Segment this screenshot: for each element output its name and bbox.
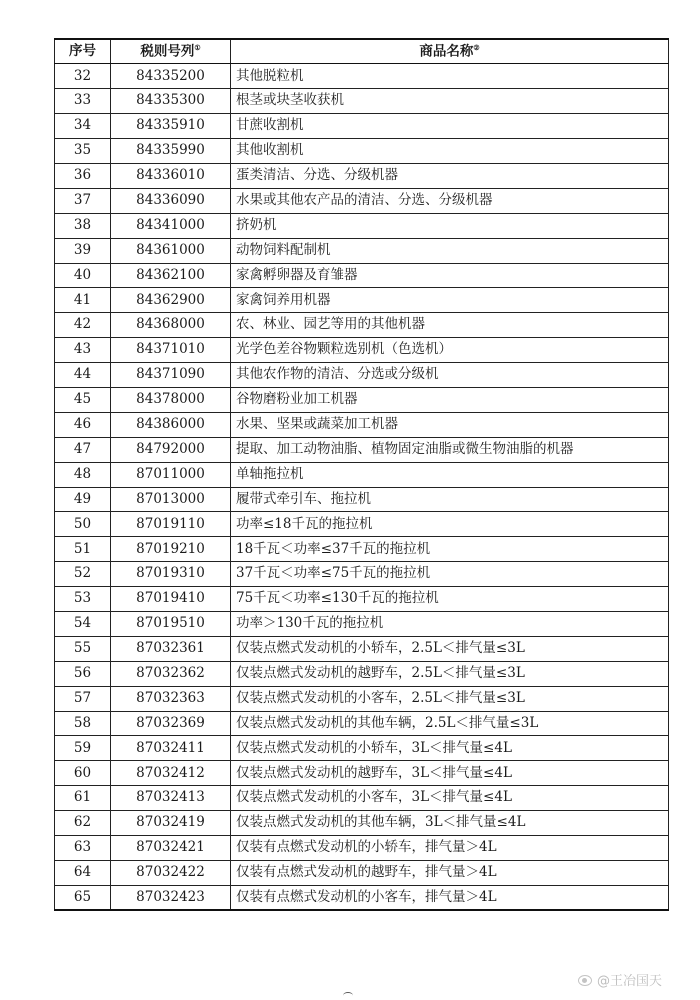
product-name-cell: 仅装点燃式发动机的其他车辆，2.5L＜排气量≤3L bbox=[231, 711, 669, 736]
table-row bbox=[55, 761, 669, 786]
product-name-cell: 其他收割机 bbox=[231, 139, 669, 164]
serial-number-cell: 65 bbox=[55, 885, 111, 910]
product-name-cell: 光学色差谷物颗粒选别机（色选机） bbox=[231, 338, 669, 363]
serial-number-cell: 40 bbox=[55, 263, 111, 288]
serial-number-cell: 50 bbox=[55, 512, 111, 537]
tariff-code-cell: 87032421 bbox=[111, 836, 231, 861]
serial-number-cell: 53 bbox=[55, 587, 111, 612]
table-row bbox=[55, 661, 669, 686]
tariff-code-cell: 87032361 bbox=[111, 636, 231, 661]
table-row bbox=[55, 562, 669, 587]
table-row bbox=[55, 89, 669, 114]
tariff-table bbox=[54, 38, 669, 911]
table-row bbox=[55, 462, 669, 487]
table-row bbox=[55, 711, 669, 736]
serial-number-cell: 34 bbox=[55, 114, 111, 139]
tariff-code-cell: 87032411 bbox=[111, 736, 231, 761]
serial-number-cell: 39 bbox=[55, 238, 111, 263]
tariff-code-cell: 87032413 bbox=[111, 786, 231, 811]
serial-number-cell: 60 bbox=[55, 761, 111, 786]
header-tariff-code: 税则号列① bbox=[111, 39, 231, 64]
tariff-code-cell: 87019310 bbox=[111, 562, 231, 587]
header-product-name: 商品名称② bbox=[231, 39, 669, 64]
tariff-code-cell: 84335300 bbox=[111, 89, 231, 114]
product-name-cell: 家禽孵卵器及育雏器 bbox=[231, 263, 669, 288]
product-name-cell: 功率≤18千瓦的拖拉机 bbox=[231, 512, 669, 537]
table-row bbox=[55, 412, 669, 437]
tariff-code-cell: 84336010 bbox=[111, 163, 231, 188]
serial-number-cell: 46 bbox=[55, 412, 111, 437]
tariff-code-cell: 87013000 bbox=[111, 487, 231, 512]
serial-number-cell: 38 bbox=[55, 213, 111, 238]
product-name-cell: 仅装有点燃式发动机的小客车，排气量＞4L bbox=[231, 885, 669, 910]
product-name-cell: 仅装有点燃式发动机的小轿车，排气量＞4L bbox=[231, 836, 669, 861]
product-name-cell: 蛋类清洁、分选、分级机器 bbox=[231, 163, 669, 188]
tariff-code-cell: 84335990 bbox=[111, 139, 231, 164]
tariff-code-cell: 87032363 bbox=[111, 686, 231, 711]
footnote-2-marker: ② bbox=[473, 43, 480, 53]
product-name-cell: 挤奶机 bbox=[231, 213, 669, 238]
product-name-cell: 18千瓦＜功率≤37千瓦的拖拉机 bbox=[231, 537, 669, 562]
tariff-code-cell: 87032419 bbox=[111, 811, 231, 836]
tariff-code-cell: 84362100 bbox=[111, 263, 231, 288]
tariff-code-cell: 87019210 bbox=[111, 537, 231, 562]
product-name-cell: 仅装点燃式发动机的小客车，2.5L＜排气量≤3L bbox=[231, 686, 669, 711]
tariff-code-cell: 84378000 bbox=[111, 387, 231, 412]
table-row bbox=[55, 537, 669, 562]
product-name-cell: 谷物磨粉业加工机器 bbox=[231, 387, 669, 412]
product-name-cell: 履带式牵引车、拖拉机 bbox=[231, 487, 669, 512]
table-row bbox=[55, 288, 669, 313]
tariff-code-cell: 87019110 bbox=[111, 512, 231, 537]
tariff-code-cell: 84368000 bbox=[111, 313, 231, 338]
header-serial-number: 序号 bbox=[55, 39, 111, 64]
tariff-code-cell: 87032362 bbox=[111, 661, 231, 686]
product-name-cell: 仅装点燃式发动机的小轿车，2.5L＜排气量≤3L bbox=[231, 636, 669, 661]
table-row bbox=[55, 163, 669, 188]
table-row bbox=[55, 64, 669, 89]
table-row bbox=[55, 860, 669, 885]
table-row bbox=[55, 263, 669, 288]
serial-number-cell: 54 bbox=[55, 611, 111, 636]
serial-number-cell: 41 bbox=[55, 288, 111, 313]
table-row bbox=[55, 338, 669, 363]
tariff-code-cell: 84336090 bbox=[111, 188, 231, 213]
tariff-code-cell: 84386000 bbox=[111, 412, 231, 437]
product-name-cell: 仅装点燃式发动机的越野车，2.5L＜排气量≤3L bbox=[231, 661, 669, 686]
product-name-cell: 其他农作物的清洁、分选或分级机 bbox=[231, 363, 669, 388]
table-row bbox=[55, 512, 669, 537]
tariff-code-cell: 87032369 bbox=[111, 711, 231, 736]
footnote-1-marker: ① bbox=[194, 43, 201, 53]
tariff-code-cell: 87019410 bbox=[111, 587, 231, 612]
tariff-code-cell: 84335200 bbox=[111, 64, 231, 89]
table-header-row bbox=[55, 39, 669, 64]
product-name-cell: 水果或其他农产品的清洁、分选、分级机器 bbox=[231, 188, 669, 213]
table-row bbox=[55, 786, 669, 811]
serial-number-cell: 59 bbox=[55, 736, 111, 761]
product-name-cell: 功率＞130千瓦的拖拉机 bbox=[231, 611, 669, 636]
table-row bbox=[55, 636, 669, 661]
table-row bbox=[55, 736, 669, 761]
table-row bbox=[55, 836, 669, 861]
serial-number-cell: 37 bbox=[55, 188, 111, 213]
table-row bbox=[55, 313, 669, 338]
serial-number-cell: 45 bbox=[55, 387, 111, 412]
product-name-cell: 37千瓦＜功率≤75千瓦的拖拉机 bbox=[231, 562, 669, 587]
tariff-code-cell: 87019510 bbox=[111, 611, 231, 636]
table-row bbox=[55, 363, 669, 388]
tariff-code-cell: 87032412 bbox=[111, 761, 231, 786]
product-name-cell: 仅装点燃式发动机的越野车，3L＜排气量≤4L bbox=[231, 761, 669, 786]
serial-number-cell: 62 bbox=[55, 811, 111, 836]
product-name-cell: 其他脱粒机 bbox=[231, 64, 669, 89]
table-row bbox=[55, 811, 669, 836]
tariff-code-cell: 84341000 bbox=[111, 213, 231, 238]
tariff-code-cell: 87011000 bbox=[111, 462, 231, 487]
serial-number-cell: 55 bbox=[55, 636, 111, 661]
tariff-code-cell: 84361000 bbox=[111, 238, 231, 263]
tariff-code-cell: 84335910 bbox=[111, 114, 231, 139]
product-name-cell: 水果、坚果或蔬菜加工机器 bbox=[231, 412, 669, 437]
page-curve-mark bbox=[343, 992, 353, 999]
table-row bbox=[55, 238, 669, 263]
product-name-cell: 家禽饲养用机器 bbox=[231, 288, 669, 313]
product-name-cell: 甘蔗收割机 bbox=[231, 114, 669, 139]
serial-number-cell: 43 bbox=[55, 338, 111, 363]
table-row bbox=[55, 387, 669, 412]
weibo-logo-icon bbox=[578, 973, 594, 987]
serial-number-cell: 57 bbox=[55, 686, 111, 711]
serial-number-cell: 33 bbox=[55, 89, 111, 114]
product-name-cell: 根茎或块茎收获机 bbox=[231, 89, 669, 114]
serial-number-cell: 47 bbox=[55, 437, 111, 462]
product-name-cell: 动物饲料配制机 bbox=[231, 238, 669, 263]
tariff-code-cell: 87032422 bbox=[111, 860, 231, 885]
tariff-code-cell: 84371010 bbox=[111, 338, 231, 363]
serial-number-cell: 49 bbox=[55, 487, 111, 512]
product-name-cell: 仅装有点燃式发动机的越野车，排气量＞4L bbox=[231, 860, 669, 885]
table-row bbox=[55, 885, 669, 910]
tariff-code-cell: 84792000 bbox=[111, 437, 231, 462]
tariff-code-cell: 84371090 bbox=[111, 363, 231, 388]
table-row bbox=[55, 686, 669, 711]
serial-number-cell: 32 bbox=[55, 64, 111, 89]
serial-number-cell: 56 bbox=[55, 661, 111, 686]
tariff-code-cell: 84362900 bbox=[111, 288, 231, 313]
table-body bbox=[55, 64, 669, 910]
serial-number-cell: 52 bbox=[55, 562, 111, 587]
table-row bbox=[55, 437, 669, 462]
table-row bbox=[55, 611, 669, 636]
serial-number-cell: 51 bbox=[55, 537, 111, 562]
table-row bbox=[55, 188, 669, 213]
table-row bbox=[55, 487, 669, 512]
table-row bbox=[55, 213, 669, 238]
product-name-cell: 75千瓦＜功率≤130千瓦的拖拉机 bbox=[231, 587, 669, 612]
serial-number-cell: 42 bbox=[55, 313, 111, 338]
product-name-cell: 单轴拖拉机 bbox=[231, 462, 669, 487]
watermark-text: @王冶国天 bbox=[597, 974, 663, 989]
product-name-cell: 仅装点燃式发动机的其他车辆，3L＜排气量≤4L bbox=[231, 811, 669, 836]
product-name-cell: 仅装点燃式发动机的小客车，3L＜排气量≤4L bbox=[231, 786, 669, 811]
serial-number-cell: 48 bbox=[55, 462, 111, 487]
serial-number-cell: 61 bbox=[55, 786, 111, 811]
product-name-cell: 农、林业、园艺等用的其他机器 bbox=[231, 313, 669, 338]
tariff-code-cell: 87032423 bbox=[111, 885, 231, 910]
serial-number-cell: 58 bbox=[55, 711, 111, 736]
table-row bbox=[55, 139, 669, 164]
serial-number-cell: 63 bbox=[55, 836, 111, 861]
serial-number-cell: 36 bbox=[55, 163, 111, 188]
serial-number-cell: 64 bbox=[55, 860, 111, 885]
table-row bbox=[55, 587, 669, 612]
product-name-cell: 仅装点燃式发动机的小轿车，3L＜排气量≤4L bbox=[231, 736, 669, 761]
serial-number-cell: 44 bbox=[55, 363, 111, 388]
serial-number-cell: 35 bbox=[55, 139, 111, 164]
watermark bbox=[578, 970, 662, 989]
table-row bbox=[55, 114, 669, 139]
product-name-cell: 提取、加工动物油脂、植物固定油脂或微生物油脂的机器 bbox=[231, 437, 669, 462]
